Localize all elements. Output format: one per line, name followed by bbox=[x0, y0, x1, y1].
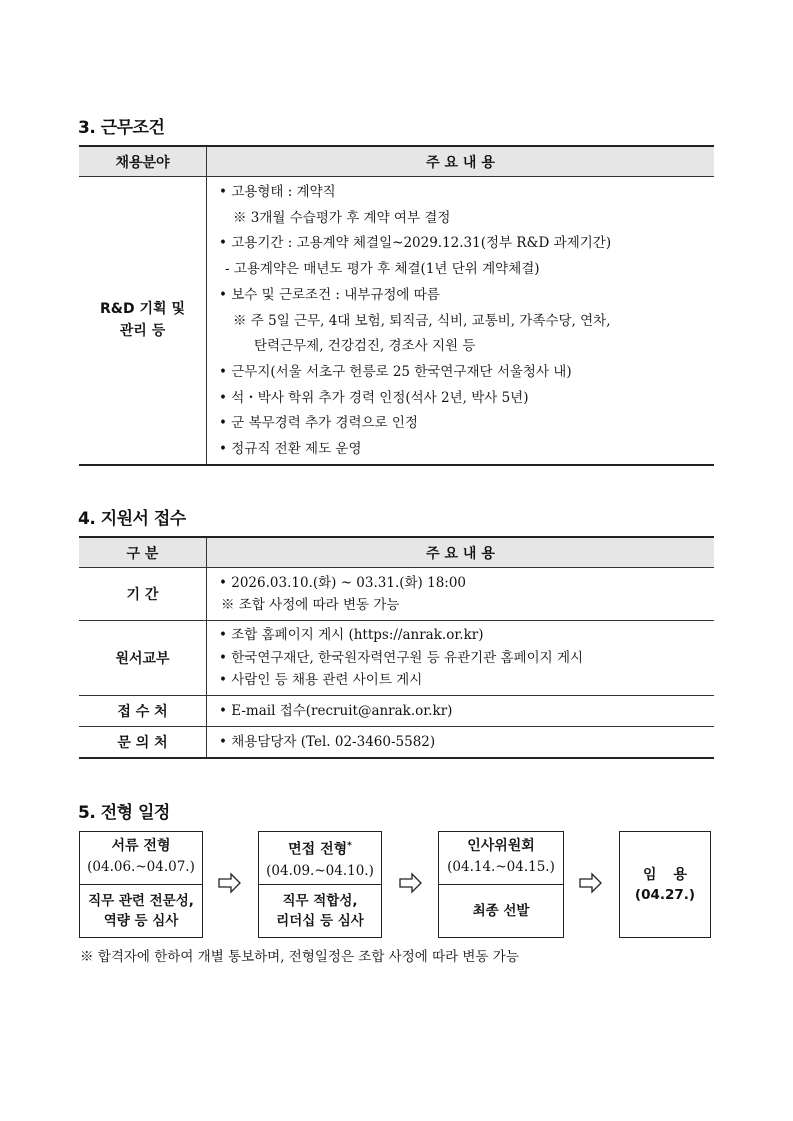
condition-line: • 군 복무경력 추가 경력으로 인정 bbox=[219, 415, 418, 432]
asterisk-mark: * bbox=[347, 841, 352, 851]
section-3-title: 3. 근무조건 bbox=[78, 118, 165, 138]
step-date: (04.09.~04.10.) bbox=[266, 862, 374, 879]
condition-line: ※ 3개월 수습평가 후 계약 여부 결정 bbox=[233, 209, 451, 226]
arrow-right-icon bbox=[217, 870, 243, 896]
condition-line: 탄력근무제, 건강검진, 경조사 지원 등 bbox=[254, 338, 476, 355]
condition-line: • 근무지(서울 서초구 헌릉로 25 한국연구재단 서울청사 내) bbox=[219, 363, 572, 380]
distribution-line: • 조합 홈페이지 게시 (https://anrak.or.kr) bbox=[219, 627, 484, 644]
distribution-line: • 사람인 등 채용 관련 사이트 게시 bbox=[219, 672, 423, 689]
condition-line: - 고용계약은 매년도 평가 후 체결(1년 단위 계약체결) bbox=[225, 261, 540, 278]
step-document-screening bbox=[79, 831, 203, 938]
header-content: 주 요 내 용 bbox=[207, 537, 715, 568]
header-category: 구 분 bbox=[79, 537, 207, 568]
inquiry-line: • 채용담당자 (Tel. 02-3460-5582) bbox=[219, 733, 436, 750]
field-cell bbox=[79, 177, 207, 465]
row-label-submission: 접 수 처 bbox=[79, 696, 207, 727]
final-step-name: 임 용 bbox=[643, 866, 687, 883]
arrow-right-icon bbox=[578, 870, 604, 896]
conditions-content bbox=[207, 177, 715, 465]
step-hr-committee bbox=[438, 831, 564, 938]
row-content-period bbox=[207, 568, 715, 621]
period-note: ※ 조합 사정에 따라 변동 가능 bbox=[221, 597, 400, 613]
working-conditions-table bbox=[79, 145, 714, 466]
row-label-distribution: 원서교부 bbox=[79, 621, 207, 696]
row-label-period: 기 간 bbox=[79, 568, 207, 621]
step-name: 면접 전형 bbox=[288, 841, 348, 858]
step-desc: 직무 적합성, bbox=[282, 893, 358, 909]
step-date: (04.14.~04.15.) bbox=[447, 859, 555, 875]
step-name: 서류 전형 bbox=[111, 838, 171, 854]
field-line-2: 관리 등 bbox=[119, 323, 166, 340]
row-label-inquiry: 문 의 처 bbox=[79, 727, 207, 759]
condition-line: • 석・박사 학위 추가 경력 인정(석사 2년, 박사 5년) bbox=[219, 389, 529, 406]
step-desc: 최종 선발 bbox=[472, 903, 530, 919]
header-content: 주 요 내 용 bbox=[207, 146, 715, 177]
row-content-inquiry bbox=[207, 727, 715, 759]
condition-line: • 고용형태 : 계약직 bbox=[219, 184, 336, 200]
row-content-submission bbox=[207, 696, 715, 727]
submission-line: • E-mail 접수(recruit@anrak.or.kr) bbox=[219, 702, 453, 719]
field-line-1: R&D 기획 및 bbox=[100, 301, 185, 318]
condition-line: ※ 주 5일 근무, 4대 보험, 퇴직금, 식비, 교통비, 가족수당, 연차, bbox=[233, 312, 611, 329]
condition-line: • 보수 및 근로조건 : 내부규정에 따름 bbox=[219, 286, 440, 303]
step-appointment bbox=[619, 831, 711, 938]
step-date: (04.06.~04.07.) bbox=[87, 859, 195, 875]
section-5-title: 5. 전형 일정 bbox=[78, 803, 170, 823]
step-desc: 역량 등 심사 bbox=[103, 913, 179, 929]
step-desc: 리더십 등 심사 bbox=[276, 913, 364, 929]
application-table bbox=[79, 536, 714, 759]
arrow-right-icon bbox=[398, 870, 424, 896]
step-name: 인사위원회 bbox=[467, 838, 535, 854]
header-field: 채용분야 bbox=[79, 146, 207, 177]
schedule-note: ※ 합격자에 한하여 개별 통보하며, 전형일정은 조합 사정에 따라 변동 가능 bbox=[80, 949, 519, 965]
period-line: • 2026.03.10.(화) ~ 03.31.(화) 18:00 bbox=[219, 574, 467, 591]
step-desc: 직무 관련 전문성, bbox=[88, 893, 194, 909]
condition-line: • 고용기간 : 고용계약 체결일~2029.12.31(정부 R&D 과제기간) bbox=[219, 235, 612, 252]
condition-line: • 정규직 전환 제도 운영 bbox=[219, 441, 362, 458]
distribution-line: • 한국연구재단, 한국원자력연구원 등 유관기관 홈페이지 게시 bbox=[219, 649, 584, 666]
section-4-title: 4. 지원서 접수 bbox=[78, 509, 186, 529]
row-content-distribution bbox=[207, 621, 715, 696]
step-interview bbox=[258, 831, 382, 938]
final-step-date: (04.27.) bbox=[634, 886, 696, 903]
